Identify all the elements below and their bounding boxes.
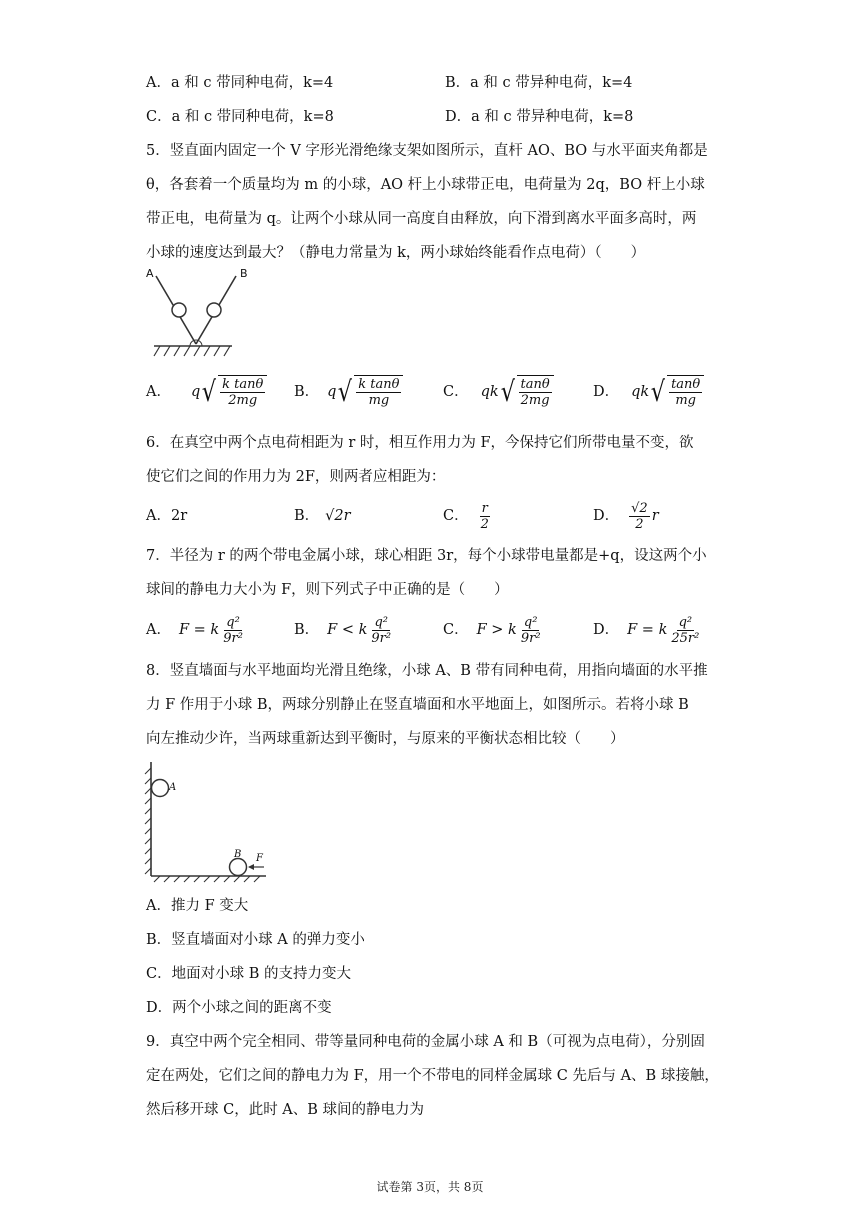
q8-text-line-3: 向左推动少许，当两球重新达到平衡时，与原来的平衡状态相比较（ ） bbox=[146, 731, 625, 747]
q9-text-line-3: 然后移开球 C，此时 A、B 球间的静电力为 bbox=[146, 1102, 425, 1118]
q5-v-support-figure bbox=[144, 268, 244, 360]
q6-text-line-1: 6．在真空中两个点电荷相距为 r 时，相互作用力为 F，今保持它们所带电量不变，欲 bbox=[146, 435, 694, 451]
q7-text-line-1: 7．半径为 r 的两个带电金属小球，球心相距 3r，每个小球带电量都是+q，设这两个小 bbox=[146, 548, 707, 564]
q6-option-a: A．2r bbox=[146, 508, 188, 524]
q6-option-b-letter: B． bbox=[294, 508, 320, 524]
q7-option-a-letter: A． bbox=[146, 622, 171, 638]
q5-figure-label-b: B bbox=[240, 267, 248, 280]
q7-option-b-prefix: F < k bbox=[327, 622, 368, 638]
q7-option-d-num: q² bbox=[678, 614, 693, 630]
q7-option-c-den: 9r² bbox=[520, 630, 541, 646]
q8-option-a: A．推力 F 变大 bbox=[146, 898, 249, 914]
q8-text-line-1: 8．竖直墙面与水平地面均光滑且绝缘，小球 A、B 带有同种电荷，用指向墙面的水平推 bbox=[146, 663, 708, 679]
q6-option-b-value: √2r bbox=[325, 508, 351, 524]
q5-option-b-num: k tanθ bbox=[358, 377, 400, 392]
q4-option-b: B．a 和 c 带异种电荷，k=4 bbox=[445, 75, 633, 91]
q4-option-a: A．a 和 c 带同种电荷，k=4 bbox=[146, 75, 334, 91]
q5-option-c-num: tanθ bbox=[520, 377, 550, 392]
q8-figure-label-a: A bbox=[169, 782, 177, 793]
q5-option-c-prefix: qk bbox=[480, 384, 499, 400]
q5-option-a-num: k tanθ bbox=[222, 377, 264, 392]
q5-option-d-letter: D． bbox=[593, 384, 620, 400]
q5-option-c bbox=[443, 368, 554, 416]
q5-option-c-letter: C． bbox=[443, 384, 469, 400]
q7-option-b-letter: B． bbox=[294, 622, 320, 638]
q5-text-line-4: 小球的速度达到最大？（静电力常量为 k，两小球始终能看作点电荷）（ ） bbox=[146, 245, 646, 261]
q5-text-line-3: 带正电，电荷量为 q。让两个小球从同一高度自由释放，向下滑到离水平面多高时，两 bbox=[146, 211, 697, 227]
q7-option-c bbox=[443, 610, 545, 650]
q5-figure-label-a: A bbox=[146, 267, 154, 280]
q6-option-c bbox=[443, 497, 493, 535]
q7-option-a-prefix: F = k bbox=[178, 622, 220, 638]
q5-option-b-letter: B． bbox=[294, 384, 320, 400]
q5-option-d-den: mg bbox=[675, 393, 696, 408]
q8-option-b: B．竖直墙面对小球 A 的弹力变小 bbox=[146, 932, 365, 948]
q5-option-b-radical: √ $\frac{\text{k tanθ}}{mg}$ bbox=[336, 375, 403, 409]
q6-option-c-num: r bbox=[481, 500, 488, 516]
q5-option-a-radical: √ $\frac{\text{k tanθ}}{2mg}$ bbox=[200, 375, 267, 409]
q5-option-b bbox=[294, 368, 403, 416]
q6-option-c-letter: C． bbox=[443, 508, 469, 524]
q6-option-d-num: √2 bbox=[631, 500, 648, 516]
q7-option-a-den: 9r² bbox=[223, 630, 243, 646]
q8-text-line-2: 力 F 作用于小球 B，两球分别静止在竖直墙面和水平地面上，如图所示。若将小球 B bbox=[146, 697, 689, 713]
page-footer: 试卷第 3页，共 8页 bbox=[376, 1180, 484, 1194]
q6-text-line-2: 使它们之间的作用力为 2F，则两者应相距为： bbox=[146, 469, 446, 485]
q8-wall-floor-figure bbox=[140, 758, 270, 884]
q7-option-b bbox=[294, 610, 395, 650]
q8-option-c: C．地面对小球 B 的支持力变大 bbox=[146, 966, 351, 982]
q7-option-b-num: q² bbox=[374, 614, 388, 630]
q6-option-d-suffix: r bbox=[651, 508, 659, 524]
q6-option-b bbox=[294, 506, 351, 526]
q4-option-c: C．a 和 c 带同种电荷，k=8 bbox=[146, 109, 334, 125]
q9-text-line-2: 定在两处，它们之间的静电力为 F，用一个不带电的同样金属球 C 先后与 A、B 球接触， bbox=[146, 1068, 719, 1084]
q8-option-d: D．两个小球之间的距离不变 bbox=[146, 1000, 332, 1016]
q6-option-d-den: 2 bbox=[635, 516, 644, 532]
q9-text-line-1: 9．真空中两个完全相同、带等量同种电荷的金属小球 A 和 B（可视为点电荷），分别固 bbox=[146, 1034, 705, 1050]
q7-option-b-den: 9r² bbox=[371, 630, 392, 646]
q5-text-line-1: 5．竖直面内固定一个 V 字形光滑绝缘支架如图所示，直杆 AO、BO 与水平面夹角都是 bbox=[146, 143, 708, 159]
q5-option-a-letter: A． bbox=[146, 384, 171, 400]
q4-option-d: D．a 和 c 带异种电荷，k=8 bbox=[445, 109, 634, 125]
q5-option-d-prefix: qk bbox=[631, 384, 650, 400]
q6-option-d-letter: D． bbox=[593, 508, 620, 524]
q8-figure-label-b: B bbox=[234, 849, 242, 860]
q7-option-c-prefix: F > k bbox=[476, 622, 517, 638]
q5-option-a bbox=[146, 368, 267, 416]
q5-option-d-num: tanθ bbox=[671, 377, 701, 392]
q5-option-c-radical: √ $\frac{\tan\theta}{2mg}$ bbox=[499, 375, 554, 409]
q7-option-d-letter: D． bbox=[593, 622, 620, 638]
q8-figure-label-f: F bbox=[256, 853, 263, 864]
q7-option-d-den: 25r² bbox=[671, 630, 700, 646]
q7-option-d-prefix: F = k bbox=[627, 622, 668, 638]
q6-option-c-den: 2 bbox=[480, 516, 489, 532]
q5-option-d-radical: √ $\frac{\tan\theta}{mg}$ bbox=[649, 375, 704, 409]
q5-option-b-prefix: q bbox=[327, 384, 337, 400]
q6-option-d bbox=[593, 497, 659, 535]
q5-text-line-2: θ，各套着一个质量均为 m 的小球，AO 杆上小球带正电，电荷量为 2q，BO 杆上小球 bbox=[146, 177, 705, 193]
q7-option-c-letter: C． bbox=[443, 622, 469, 638]
q5-option-d bbox=[593, 368, 704, 416]
q5-option-c-den: 2mg bbox=[520, 393, 550, 408]
q7-option-a-num: q² bbox=[226, 614, 240, 630]
q7-text-line-2: 球间的静电力大小为 F，则下列式子中正确的是（ ） bbox=[146, 582, 509, 598]
q5-option-a-den: 2mg bbox=[228, 393, 258, 408]
q5-option-b-den: mg bbox=[368, 393, 390, 408]
q7-option-a bbox=[146, 610, 247, 650]
q7-option-c-num: q² bbox=[523, 614, 538, 630]
q5-option-a-prefix: q bbox=[190, 384, 201, 400]
q7-option-d bbox=[593, 610, 703, 650]
